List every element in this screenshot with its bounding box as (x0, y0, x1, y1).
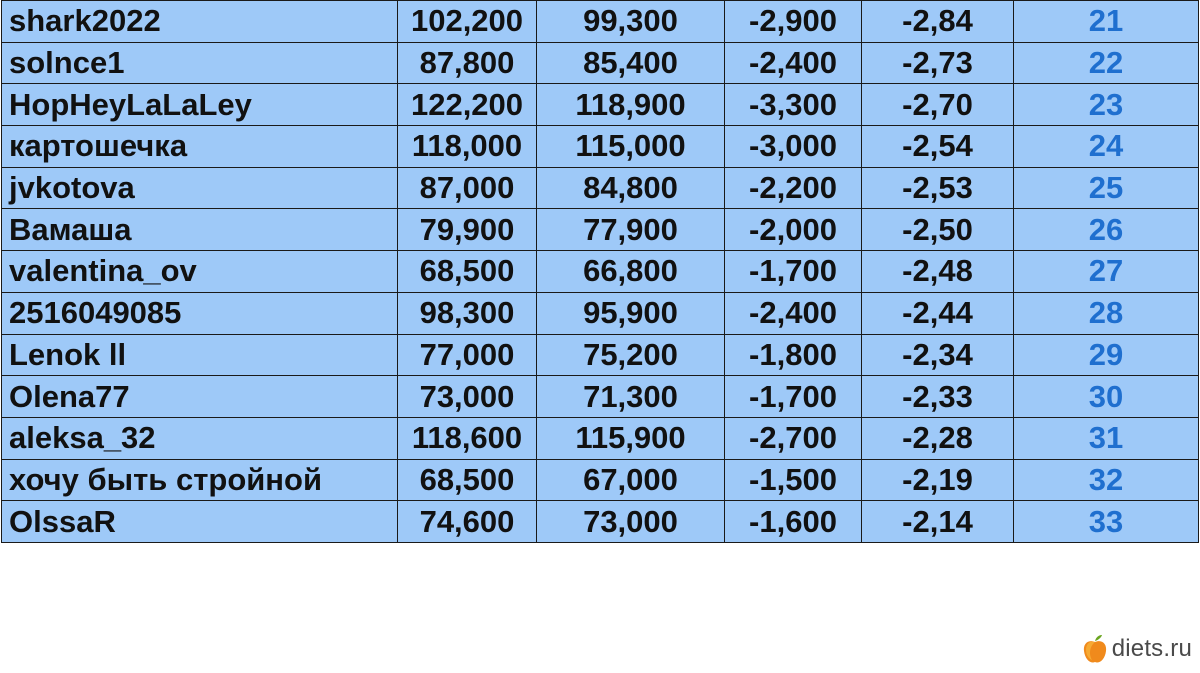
percent-change-cell: -2,73 (862, 42, 1014, 84)
percent-change-cell: -2,44 (862, 292, 1014, 334)
rank-cell: 22 (1014, 42, 1199, 84)
rank-cell: 26 (1014, 209, 1199, 251)
weight-change-cell: -1,700 (725, 376, 862, 418)
participant-name-cell: jvkotova (2, 167, 398, 209)
current-weight-cell: 95,900 (537, 292, 725, 334)
participant-name-cell: Lenok ll (2, 334, 398, 376)
participant-name-cell: HopHeyLaLaLey (2, 84, 398, 126)
results-table-wrapper (1, 0, 1198, 543)
current-weight-cell: 115,900 (537, 417, 725, 459)
start-weight-cell: 87,800 (398, 42, 537, 84)
weight-change-cell: -2,900 (725, 1, 862, 43)
current-weight-cell: 99,300 (537, 1, 725, 43)
percent-change-cell: -2,48 (862, 251, 1014, 293)
diets-watermark (1082, 631, 1192, 667)
table-body (2, 1, 1199, 543)
percent-change-cell: -2,53 (862, 167, 1014, 209)
rank-cell: 32 (1014, 459, 1199, 501)
current-weight-cell: 73,000 (537, 501, 725, 543)
participant-name-cell: solnce1 (2, 42, 398, 84)
percent-change-cell: -2,19 (862, 459, 1014, 501)
start-weight-cell: 77,000 (398, 334, 537, 376)
rank-cell: 29 (1014, 334, 1199, 376)
percent-change-cell: -2,70 (862, 84, 1014, 126)
weight-change-cell: -2,000 (725, 209, 862, 251)
participant-name-cell: 2516049085 (2, 292, 398, 334)
weight-change-cell: -2,400 (725, 42, 862, 84)
percent-change-cell: -2,33 (862, 376, 1014, 418)
rank-cell: 25 (1014, 167, 1199, 209)
table-row (2, 376, 1199, 418)
current-weight-cell: 66,800 (537, 251, 725, 293)
start-weight-cell: 87,000 (398, 167, 537, 209)
start-weight-cell: 68,500 (398, 459, 537, 501)
percent-change-cell: -2,54 (862, 126, 1014, 168)
table-row (2, 42, 1199, 84)
table-row (2, 417, 1199, 459)
rank-cell: 28 (1014, 292, 1199, 334)
rank-cell: 33 (1014, 501, 1199, 543)
weight-change-cell: -1,700 (725, 251, 862, 293)
table-row (2, 84, 1199, 126)
current-weight-cell: 75,200 (537, 334, 725, 376)
percent-change-cell: -2,14 (862, 501, 1014, 543)
weight-change-cell: -1,600 (725, 501, 862, 543)
participant-name-cell: OlssaR (2, 501, 398, 543)
rank-cell: 27 (1014, 251, 1199, 293)
start-weight-cell: 68,500 (398, 251, 537, 293)
results-table (1, 0, 1199, 543)
weight-change-cell: -3,300 (725, 84, 862, 126)
apple-icon (1082, 633, 1108, 665)
weight-change-cell: -2,400 (725, 292, 862, 334)
rank-cell: 23 (1014, 84, 1199, 126)
current-weight-cell: 85,400 (537, 42, 725, 84)
start-weight-cell: 73,000 (398, 376, 537, 418)
start-weight-cell: 98,300 (398, 292, 537, 334)
weight-change-cell: -3,000 (725, 126, 862, 168)
participant-name-cell: Вамаша (2, 209, 398, 251)
rank-cell: 21 (1014, 1, 1199, 43)
participant-name-cell: aleksa_32 (2, 417, 398, 459)
table-row (2, 334, 1199, 376)
start-weight-cell: 122,200 (398, 84, 537, 126)
current-weight-cell: 77,900 (537, 209, 725, 251)
table-row (2, 292, 1199, 334)
weight-change-cell: -2,200 (725, 167, 862, 209)
current-weight-cell: 115,000 (537, 126, 725, 168)
current-weight-cell: 71,300 (537, 376, 725, 418)
start-weight-cell: 102,200 (398, 1, 537, 43)
weight-change-cell: -1,500 (725, 459, 862, 501)
percent-change-cell: -2,34 (862, 334, 1014, 376)
participant-name-cell: Olena77 (2, 376, 398, 418)
table-row (2, 126, 1199, 168)
participant-name-cell: shark2022 (2, 1, 398, 43)
weight-change-cell: -1,800 (725, 334, 862, 376)
start-weight-cell: 74,600 (398, 501, 537, 543)
rank-cell: 31 (1014, 417, 1199, 459)
current-weight-cell: 118,900 (537, 84, 725, 126)
rank-cell: 24 (1014, 126, 1199, 168)
watermark-text: diets.ru (1111, 635, 1192, 662)
weight-change-cell: -2,700 (725, 417, 862, 459)
percent-change-cell: -2,50 (862, 209, 1014, 251)
table-row (2, 251, 1199, 293)
participant-name-cell: valentina_ov (2, 251, 398, 293)
percent-change-cell: -2,84 (862, 1, 1014, 43)
start-weight-cell: 118,600 (398, 417, 537, 459)
participant-name-cell: хочу быть стройной (2, 459, 398, 501)
table-row (2, 501, 1199, 543)
table-row (2, 459, 1199, 501)
current-weight-cell: 84,800 (537, 167, 725, 209)
participant-name-cell: картошечка (2, 126, 398, 168)
current-weight-cell: 67,000 (537, 459, 725, 501)
start-weight-cell: 118,000 (398, 126, 537, 168)
table-row (2, 209, 1199, 251)
table-row (2, 167, 1199, 209)
start-weight-cell: 79,900 (398, 209, 537, 251)
rank-cell: 30 (1014, 376, 1199, 418)
table-row (2, 1, 1199, 43)
percent-change-cell: -2,28 (862, 417, 1014, 459)
